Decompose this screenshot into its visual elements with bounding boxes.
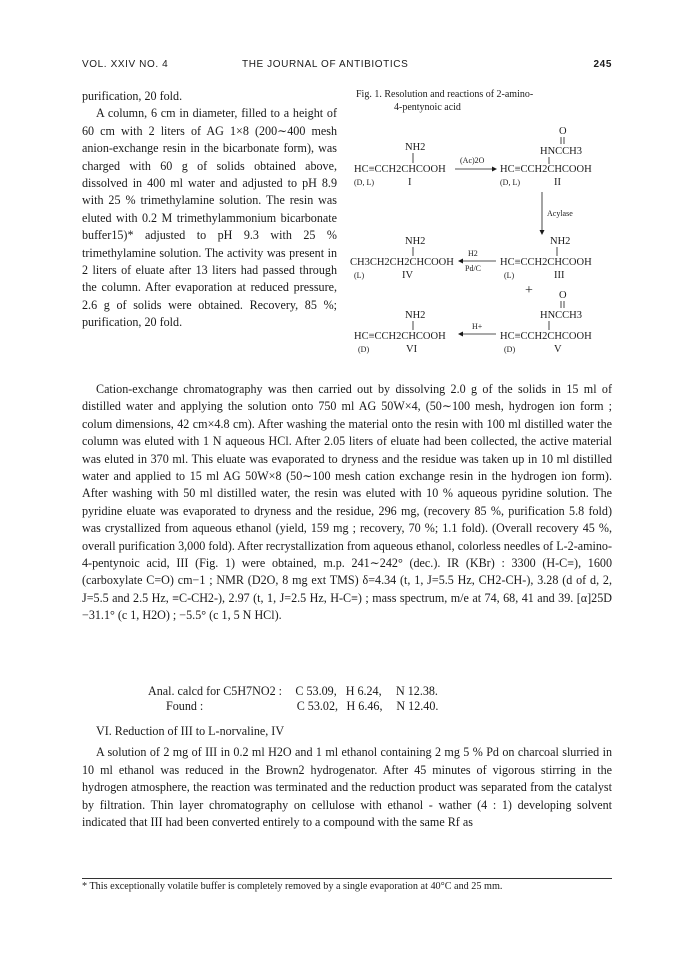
acid-reagent: H+ [472,322,483,331]
compound-ii-oxygen: O [559,126,567,137]
compound-iii-formula: HC≡CCH2CHCOOH [500,257,592,268]
compound-iii-config: (L) [504,271,515,280]
analysis-found-h: H 6.46, [346,698,383,713]
compound-v-formula: HC≡CCH2CHCOOH [500,331,592,342]
compound-iii-amine: NH2 [550,236,571,247]
compound-iv-label: IV [402,270,414,281]
journal-title: THE JOURNAL OF ANTIBIOTICS [242,59,409,70]
analysis-found-c: C 53.02, [296,698,339,713]
catalyst-reagent: Pd/C [465,264,482,273]
compound-ii-label: II [554,177,561,188]
cation-exchange-paragraph: Cation-exchange chromatography was then carried out by dissolving 2.0 g of the solids in 15 ml of distilled water and applying the solution onto 750 ml AG 50W×4, (50∼100 mesh, hydrogen ion form ; colum dimensions, 42 cm×4.8 cm). After washing the material onto the resin with 100 ml distilled water the column was eluted with 1 N aqueous HCl. After 2.05 liters of eluate had been collected, the active material was eluted in 370 ml. This eluate was evaporated to dryness and the residue was taken up in 10 ml distilled water and applied to 15 ml AG 50W×8 (50∼100 mesh cation exchange resin in the hydrogen ion form). After washing with 50 ml distilled water, the resin was eluted with 10 % aqueous pyridine solution. The pyridine eluate was evaporated to dryness and the residue, 296 mg, (recovery 85 %, purification 5.8 fold) was crystallized from aqueous ethanol (yield, 159 mg ; recovery, 70 %; 1.1 fold). (Overall recovery 45 %, overall purification 3,000 fold). After recrystallization from aqueous ethanol, colorless needles of L-2-amino-4-pentynoic acid, III (Fig. 1) were obtained, m.p. 241∼242° (dec.). IR (KBr) : 3300 (H-C≡), 1600 (carboxylate C=O) cm−1 ; NMR (D2O, 8 mg ext TMS) δ=4.34 (t, 1, J=5.5 Hz, CH2-CH-), 3.28 (d of d, 2, J=5.5 and 2.5 Hz, ≡C-CH2-), 2.97 (t, 1, J=2.5 Hz, H-C≡) ; mass spectrum, m/e at 74, 68, 41 and 39. [α]25D −31.1° (c 1, H2O) ; −5.5° (c 1, 5 N HCl). [82,382,612,623]
compound-ii-config: (D, L) [500,178,520,187]
compound-vi-formula: HC≡CCH2CHCOOH [354,331,446,342]
compound-vi-config: (D) [358,345,370,354]
compound-i-formula: HC≡CCH2CHCOOH [354,164,446,175]
analysis-calcd-h: H 6.24, [345,684,382,698]
footnote-rule [82,878,612,879]
analysis-calcd-row [148,684,448,699]
section-heading: VI. Reduction of III to L-norvaline, IV [96,724,285,738]
page-number: 245 [593,59,612,70]
reduction-paragraph: A solution of 2 mg of III in 0.2 ml H2O and 1 ml ethanol containing 2 mg 5 % Pd on charcoal slurried in 10 ml ethanol was reduced in the Brown2 hydrogenator. After 45 minutes of vigorous stirring in the hydrogen atmosphere, the reaction was terminated and the reduction product was separated from the catalyst by filtration. Thin layer chromatography on cellulose with ethanol - wather (4 : 1) developing solvent indicated that III had been converted entirely to a compound with the same Rf as [82,745,612,829]
compound-i-label: I [408,177,412,188]
volume-number: VOL. XXIV NO. 4 [82,59,169,70]
anion-exchange-paragraph: A column, 6 cm in diameter, filled to a height of 60 cm with 2 liters of AG 1×8 (200∼400 mesh anion-exchange resin in the bicarbonate form), was charged with 60 g of solids obtained above, dissolved in 400 ml water and adjusted to pH 8.9 with 25 % trimethylamine solution. The resin was eluted with 0.2 M trimethylammonium bicarbonate buffer15)* adjusted to pH 9.3 with 25 % trimethylamine solution. The activity was present in 2 liters of eluate after 13 liters had passed through the column. After evaporation at reduced pressure, 2.6 g of solids were obtained. Recovery, 85 %; purification, 20 fold. [82,106,337,330]
analysis-calcd-c: C 53.09, [295,684,337,698]
compound-iv-config: (L) [354,271,365,280]
elemental-analysis [148,684,448,713]
acetylation-reagent: (Ac)2O [460,156,485,165]
compound-iv-amine: NH2 [405,236,426,247]
compound-iii-label: III [554,270,565,281]
cation-exchange-section [82,381,612,625]
footnote: * This exceptionally volatile buffer is completely removed by a single evaporation at 40°C and 25 mm. [82,881,503,892]
caption-line-1: Fig. 1. Resolution and reactions of 2-amino- [356,89,534,100]
reduction-section [82,744,612,832]
analysis-calcd-label: Anal. calcd for C5H7NO2 : [148,684,283,698]
hydrogen-reagent: H2 [468,249,478,258]
compound-v-acetamide: HNCCH3 [540,310,583,321]
analysis-found-n: N 12.40. [396,698,439,713]
compound-ii-formula: HC≡CCH2CHCOOH [500,164,592,175]
compound-v-oxygen: O [559,290,567,301]
caption-line-2: 4-pentynoic acid [394,102,461,113]
figure-1 [350,88,612,380]
acylase-label: Acylase [547,209,573,218]
compound-ii-acetamide: HNCCH3 [540,146,583,157]
reaction-scheme [350,88,612,380]
compound-i-amine: NH2 [405,142,426,153]
compound-iv-formula: CH3CH2CH2CHCOOH [350,257,454,268]
compound-v-label: V [554,344,562,355]
compound-vi-amine: NH2 [405,310,426,321]
purification-line: purification, 20 fold. [82,89,183,103]
analysis-found-row [148,699,448,714]
compound-vi-label: VI [406,344,418,355]
analysis-calcd-n: N 12.38. [395,684,438,698]
compound-i-config: (D, L) [354,178,374,187]
left-column-text [82,88,337,332]
analysis-found-label: Found : [166,698,204,713]
compound-v-config: (D) [504,345,516,354]
plus-sign: + [525,283,533,298]
